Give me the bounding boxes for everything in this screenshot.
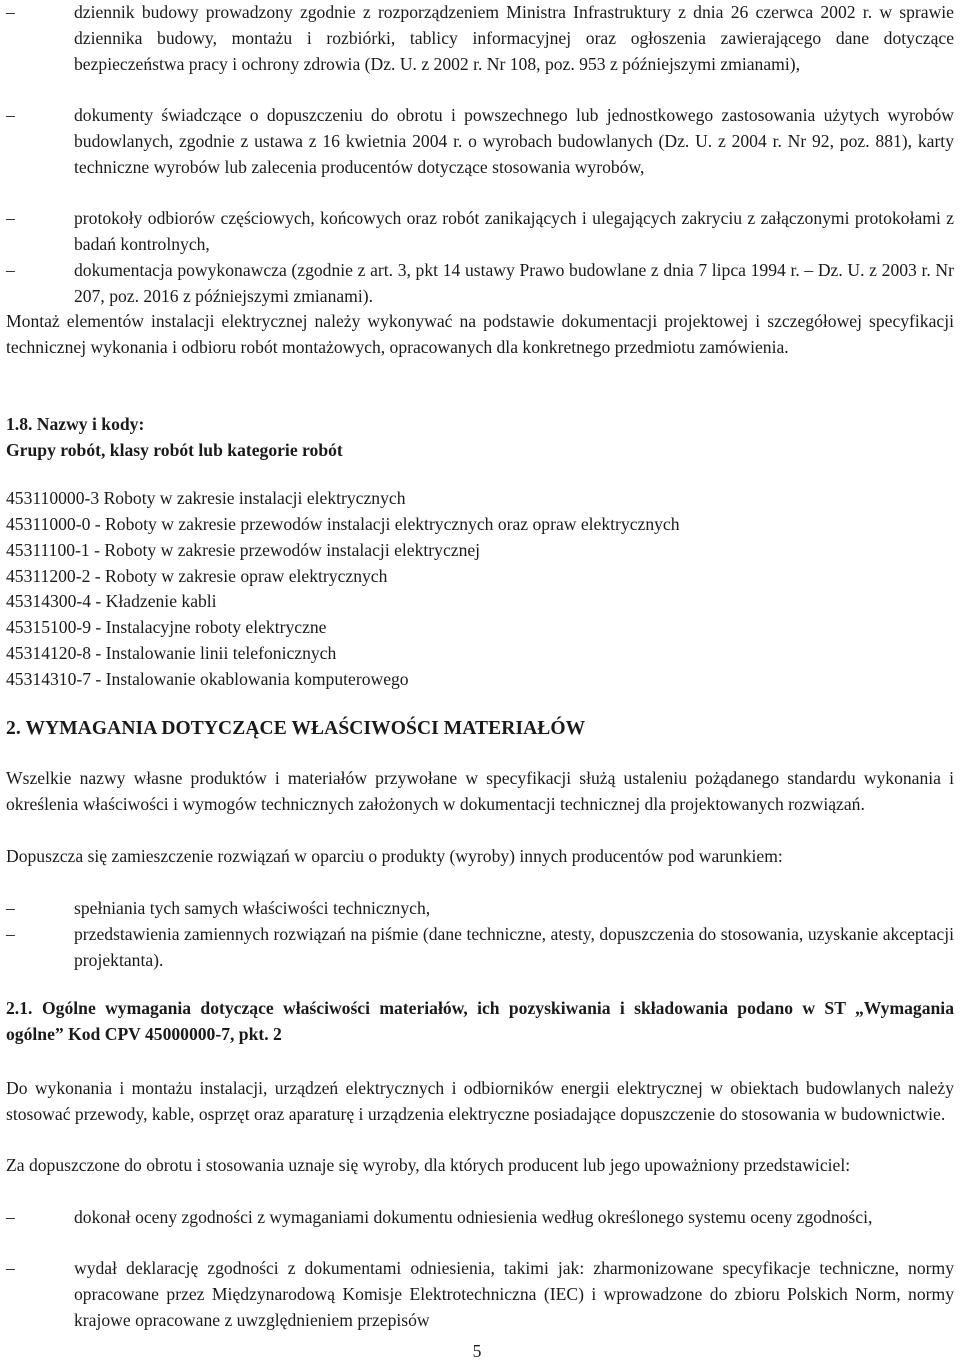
code-line: 45314120-8 - Instalowanie linii telefonicznych [6,643,337,663]
section-2-heading: 2. WYMAGANIA DOTYCZĄCE WŁAŚCIWOŚCI MATERIAŁÓW [6,718,586,739]
list-item-text: spełniania tych samych właściwości technicznych, [74,898,431,918]
list-item-text: dokonał oceny zgodności z wymaganiami dokumentu odniesienia według określonego systemu oceny zgodności, [74,1207,873,1227]
list-dash: – [6,1207,15,1227]
section-2-1-number: 2.1. [6,998,33,1018]
list-dash: – [6,260,15,280]
code-line: 45311200-2 - Roboty w zakresie opraw elektrycznych [6,566,388,586]
list-dash: – [6,105,15,125]
list-dash: – [6,898,15,918]
section-2-1-title: Ogólne wymagania dotyczące właściwości materiałów, ich pozyskiwania i składowania podano w ST „Wymagania ogólne” Kod CPV 45000000-7, pkt. 2 [6,998,954,1044]
list-item-text: dokumentacja powykonawcza (zgodnie z art. 3, pkt 14 ustawy Prawo budowlane z dnia 7 lipca 1994 r. – Dz. U. z 2003 r. Nr 207, poz. 2016 z późniejszymi zmianami). [74,260,954,306]
code-line: 45311000-0 - Roboty w zakresie przewodów instalacji elektrycznych oraz opraw elektrycznych [6,514,680,534]
list-dash: – [6,208,15,228]
code-line: 45315100-9 - Instalacyjne roboty elektryczne [6,617,327,637]
code-line: 45311100-1 - Roboty w zakresie przewodów instalacji elektrycznej [6,540,481,560]
section-2-1-paragraph: Do wykonania i montażu instalacji, urządzeń elektrycznych i odbiorników energii elektrycznej w obiektach budowlanych należy stosować przewody, kable, osprzęt oraz aparaturę i urządzenia elektryczne posiadające dopuszczenie do stosowania w budownictwie. [6,1078,954,1124]
section-1-8-subheading: Grupy robót, klasy robót lub kategorie robót [6,440,343,460]
list-dash: – [6,2,15,22]
section-2-1-heading [6,996,954,1048]
list-item-text: dziennik budowy prowadzony zgodnie z rozporządzeniem Ministra Infrastruktury z dnia 26 czerwca 2002 r. w sprawie dziennika budowy, montażu i rozbiórki, tablicy informacyjnej oraz ogłoszenia zawierającego dane dotyczące bezpieczeństwa pracy i ochrony zdrowia (Dz. U. z 2002 r. Nr 108, poz. 953 z późniejszymi zmianami), [74,2,954,74]
section-2-paragraph: Wszelkie nazwy własne produktów i materiałów przywołane w specyfikacji służą ustaleniu pożądanego standardu wykonania i określenia właściwości i wymogów technicznych założonych w dokumentacji technicznej dla projektowanych rozwiązań. [6,768,954,814]
code-line: 453110000-3 Roboty w zakresie instalacji elektrycznych [6,488,406,508]
list-item-text: protokoły odbiorów częściowych, końcowych oraz robót zanikających i ulegających zakryciu z załączonymi protokołami z badań kontrolnych, [74,208,954,254]
section-2-paragraph: Dopuszcza się zamieszczenie rozwiązań w oparciu o produkty (wyroby) innych producentów pod warunkiem: [6,846,783,866]
list-dash: – [6,924,15,944]
section-2-1-paragraph: Za dopuszczone do obrotu i stosowania uznaje się wyroby, dla których producent lub jego upoważniony przedstawiciel: [6,1155,851,1175]
list-item-text: dokumenty świadczące o dopuszczeniu do obrotu i powszechnego lub jednostkowego zastosowania użytych wyrobów budowlanych, zgodnie z ustawa z 16 kwietnia 2004 r. o wyrobach budowlanych (Dz. U. z 2004 r. Nr 92, poz. 881), karty techniczne wyrobów lub zalecenia producentów dotyczące stosowania wyrobów, [74,105,954,177]
montaz-paragraph: Montaż elementów instalacji elektrycznej należy wykonywać na podstawie dokumentacji projektowej i szczegółowej specyfikacji technicznej wykonania i odbioru robót montażowych, opracowanych dla konkretnego przedmiotu zamówienia. [6,311,954,357]
list-dash: – [6,1258,15,1278]
list-item-text: wydał deklarację zgodności z dokumentami odniesienia, takimi jak: zharmonizowane specyfikacje techniczne, normy opracowane przez Międzynarodową Komisje Elektrotechniczna (IEC) i wprowadzone do zbioru Polskich Norm, normy krajowe opracowane z uwzględnieniem przepisów [74,1258,954,1330]
code-line: 45314310-7 - Instalowanie okablowania komputerowego [6,669,409,689]
page-number: 5 [472,1341,482,1361]
code-line: 45314300-4 - Kładzenie kabli [6,591,217,611]
section-1-8-heading: 1.8. Nazwy i kody: [6,414,145,434]
list-item-text: przedstawienia zamiennych rozwiązań na piśmie (dane techniczne, atesty, dopuszczenia do stosowania, uzyskanie akceptacji projektanta). [74,924,954,970]
